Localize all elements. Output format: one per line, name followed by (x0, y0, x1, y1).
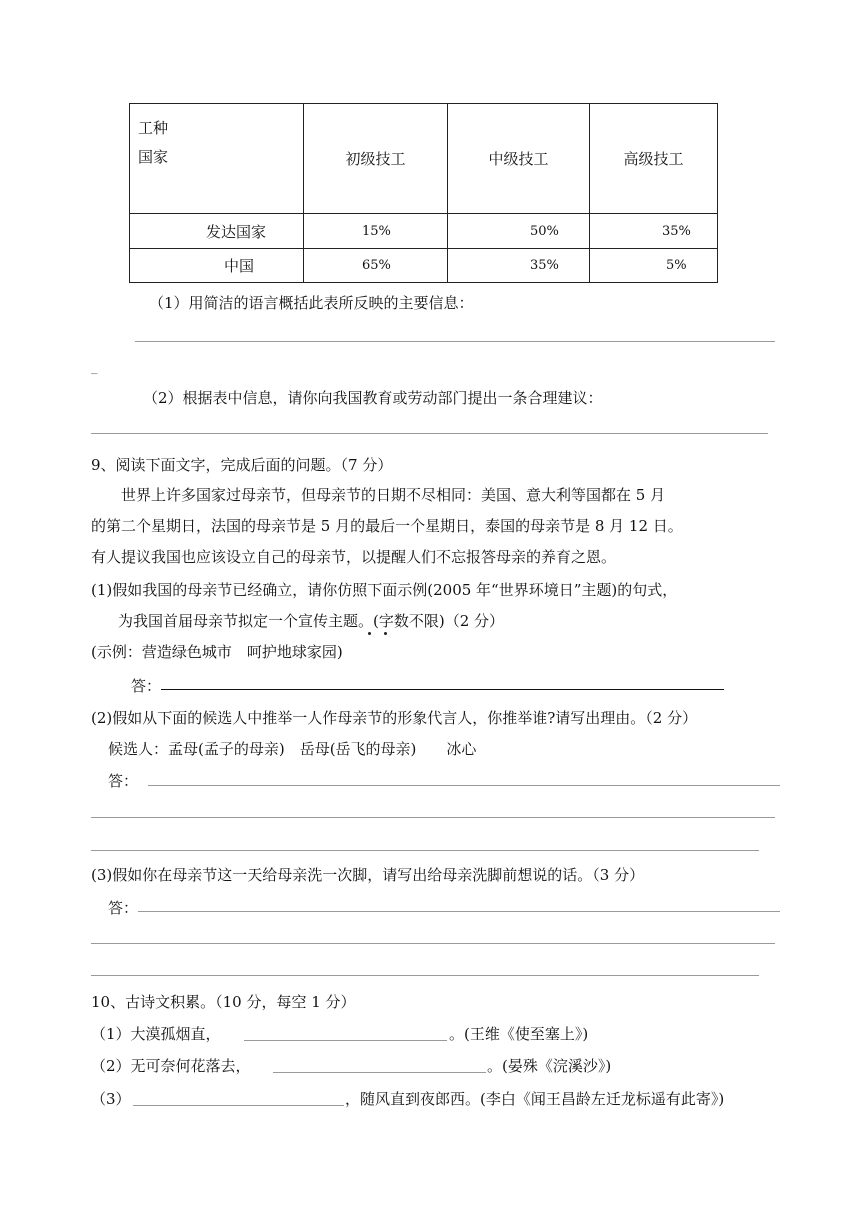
answer-line[interactable] (135, 341, 775, 342)
table-cell: 35% (590, 214, 718, 249)
answer-line[interactable] (91, 850, 759, 851)
fill-blank[interactable] (133, 1105, 344, 1106)
poem-line-1-source: 。(王维《使至塞上》) (449, 1025, 589, 1043)
fill-blank[interactable] (273, 1072, 486, 1073)
answer-label: 答： (108, 772, 139, 790)
table-cell: 50% (448, 214, 590, 249)
header-bottom-label: 国家 (138, 148, 169, 166)
q9-title: 9、阅读下面文字，完成后面的问题。（7 分） (91, 456, 393, 474)
q9-paragraph: 的第二个星期日，法国的母亲节是 5 月的最后一个星期日，泰国的母亲节是 8 月 12 日。 (91, 517, 683, 535)
q9-candidates: 候选人：孟母(孟子的母亲) 岳母(岳飞的母亲) 冰心 (108, 740, 477, 758)
column-header: 初级技工 (304, 104, 448, 214)
poem-line-3-source: ，随风直到夜郎西。(李白《闻王昌龄左迁龙标遥有此寄》) (345, 1090, 725, 1108)
table-header-row (130, 104, 718, 214)
answer-line[interactable] (91, 433, 768, 434)
q9-paragraph: 世界上许多国家过母亲节，但母亲节的日期不尽相同：美国、意大利等国都在 5 月 (121, 486, 666, 504)
row-label: 发达国家 (130, 214, 304, 249)
answer-line[interactable] (138, 911, 780, 912)
q9-sub3-prompt: (3)假如你在母亲节这一天给母亲洗一次脚，请写出给母亲洗脚前想说的话。（3 分） (91, 866, 645, 884)
skill-table (129, 103, 718, 283)
answer-label: 答： (108, 899, 139, 917)
table-row (130, 214, 718, 249)
answer-label: 答： (131, 677, 162, 695)
column-header: 高级技工 (590, 104, 718, 214)
q9-example: (示例：营造绿色城市 呵护地球家园) (91, 643, 343, 661)
poem-line-1-prefix: （1）大漠孤烟直， (91, 1025, 221, 1043)
emphasis-dot (384, 632, 387, 635)
column-header: 中级技工 (448, 104, 590, 214)
fill-blank[interactable] (244, 1040, 447, 1041)
poem-line-2-source: 。(晏殊《浣溪沙》) (487, 1057, 612, 1075)
q8-sub2: （2）根据表中信息，请你向我国教育或劳动部门提出一条合理建议： (143, 389, 603, 407)
row-label: 中国 (130, 249, 304, 283)
table-row (130, 249, 718, 283)
answer-line[interactable] (161, 689, 724, 690)
table-cell: 65% (304, 249, 448, 283)
q9-sub1-prompt: 为我国首届母亲节拟定一个宣传主题。(字数不限)（2 分） (118, 612, 505, 630)
poem-line-2-prefix: （2）无可奈何花落去， (91, 1057, 251, 1075)
q9-sub1-prompt: (1)假如我国的母亲节已经确立，请你仿照下面示例(2005 年“世界环境日”主题)的句式， (91, 581, 678, 599)
header-top-label: 工种 (138, 119, 169, 137)
q9-paragraph: 有人提议我国也应该设立自己的母亲节，以提醒人们不忘报答母亲的养育之恩。 (91, 548, 617, 566)
stray-mark: _ (91, 360, 98, 375)
answer-line[interactable] (91, 975, 759, 976)
answer-line[interactable] (91, 943, 775, 944)
emphasis-dot (368, 632, 371, 635)
answer-line[interactable] (148, 785, 780, 786)
q8-sub1: （1）用简洁的语言概括此表所反映的主要信息： (149, 294, 474, 312)
answer-line[interactable] (91, 817, 775, 818)
table-cell: 5% (590, 249, 718, 283)
table-cell: 15% (304, 214, 448, 249)
poem-line-3-prefix: （3） (91, 1090, 131, 1108)
table-cell: 35% (448, 249, 590, 283)
q10-title: 10、古诗文积累。（10 分，每空 1 分） (91, 993, 356, 1011)
table-header-corner (130, 104, 304, 214)
q9-sub2-prompt: (2)假如从下面的候选人中推举一人作母亲节的形象代言人，你推举谁?请写出理由。（2 分） (91, 709, 698, 727)
